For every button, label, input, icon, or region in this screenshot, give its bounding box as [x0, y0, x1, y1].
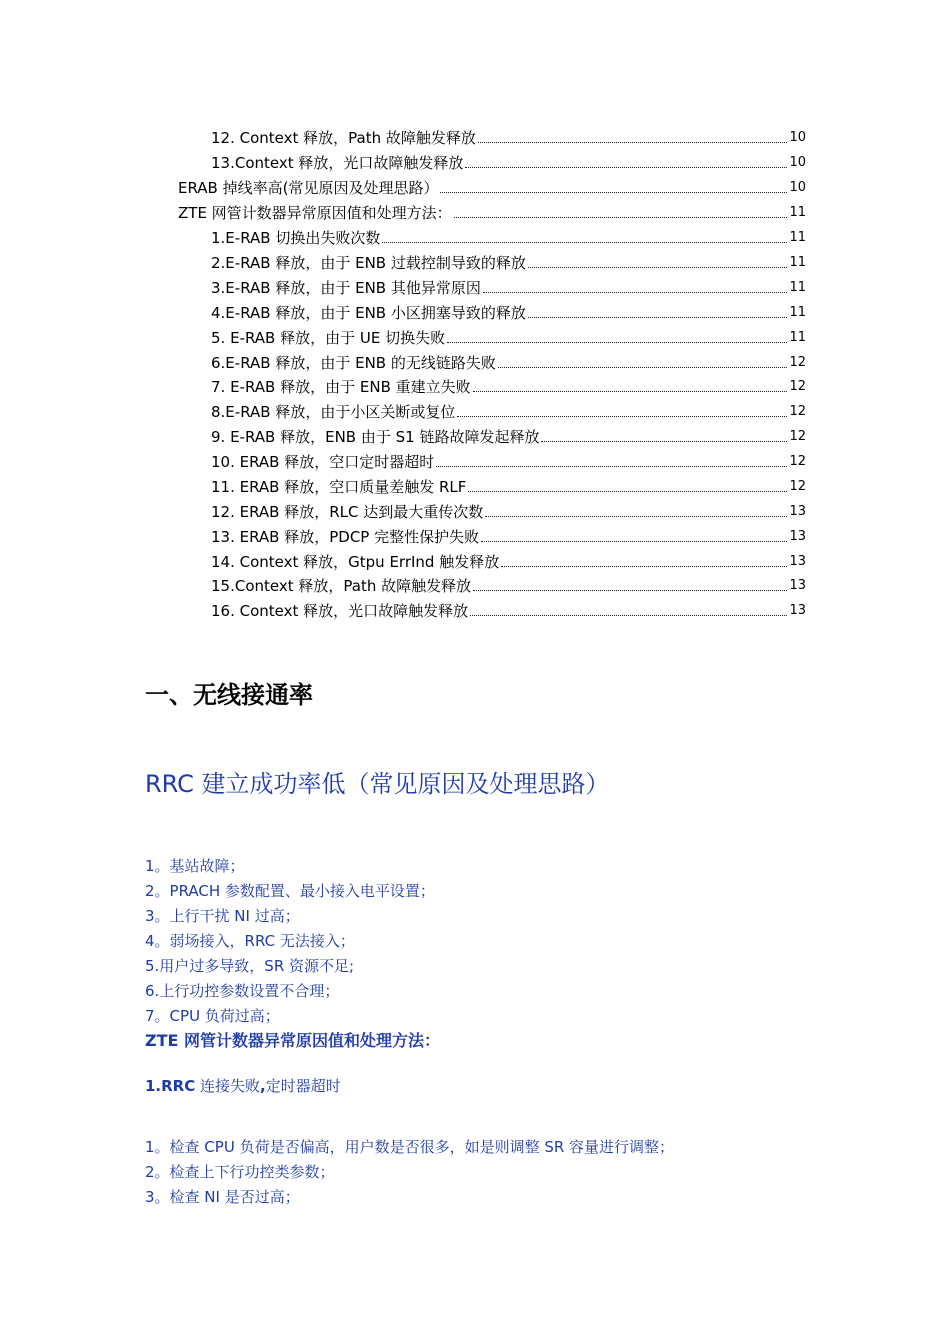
toc-entry[interactable]	[211, 151, 806, 173]
toc-entry[interactable]	[211, 226, 806, 248]
toc-entry-text: ZTE 网管计数器异常原因值和处理方法：	[178, 204, 452, 222]
toc-entry[interactable]	[211, 425, 806, 447]
list-item: 6.上行功控参数设置不合理；	[145, 982, 340, 1000]
toc-page-number: 12	[789, 479, 806, 494]
toc-page-number: 13	[789, 529, 806, 544]
toc-entry-text: 7. E-RAB 释放，由于 ENB 重建立失败	[211, 378, 471, 396]
toc-entry[interactable]	[211, 550, 806, 572]
toc-entry-text: 2.E-RAB 释放，由于 ENB 过载控制导致的释放	[211, 254, 526, 272]
toc-entry-text: 1.E-RAB 切换出失败次数	[211, 229, 381, 247]
toc-entry-text: 12. ERAB 释放，RLC 达到最大重传次数	[211, 503, 484, 521]
list-item: 1。检查 CPU 负荷是否偏高，用户数是否很多，如是则调整 SR 容量进行调整；	[145, 1138, 675, 1156]
toc-page-number: 11	[789, 255, 806, 270]
toc-entry[interactable]	[211, 301, 806, 323]
toc-entry-text: 10. ERAB 释放，空口定时器超时	[211, 453, 435, 471]
list-item: 7。CPU 负荷过高；	[145, 1007, 280, 1025]
toc-page-number: 10	[789, 155, 806, 170]
counter-item-comma: ,	[260, 1077, 266, 1095]
toc-entry[interactable]	[178, 176, 806, 198]
list-item: 2。检查上下行功控类参数；	[145, 1163, 335, 1181]
toc-entry-text: 15.Context 释放，Path 故障触发释放	[211, 577, 472, 595]
toc-entry-text: 13.Context 释放，光口故障触发释放	[211, 154, 464, 172]
list-item: 3。上行干扰 NI 过高；	[145, 907, 300, 925]
toc-page-number: 11	[789, 205, 806, 220]
toc-entry-text: 5. E-RAB 释放，由于 UE 切换失败	[211, 329, 446, 347]
toc-entry-text: 9. E-RAB 释放，ENB 由于 S1 链路故障发起释放	[211, 428, 540, 446]
toc-entry[interactable]	[211, 326, 806, 348]
toc-entry-text: 13. ERAB 释放，PDCP 完整性保护失败	[211, 528, 480, 546]
toc-page-number: 11	[789, 330, 806, 345]
toc-leader-dots	[473, 391, 788, 392]
toc-entry-text: 3.E-RAB 释放，由于 ENB 其他异常原因	[211, 279, 481, 297]
subsection-heading: RRC 建立成功率低（常见原因及处理思路）	[145, 770, 610, 798]
toc-page-number: 13	[789, 603, 806, 618]
toc-leader-dots	[447, 342, 787, 343]
toc-leader-dots	[483, 292, 788, 293]
counter-item-mid: 连接失败	[195, 1077, 261, 1095]
toc-leader-dots	[468, 491, 787, 492]
toc-leader-dots	[498, 367, 788, 368]
section-heading: 一、无线接通率	[145, 681, 313, 709]
toc-leader-dots	[382, 242, 787, 243]
list-item: 2。PRACH 参数配置、最小接入电平设置；	[145, 882, 435, 900]
toc-leader-dots	[436, 466, 787, 467]
toc-page-number: 12	[789, 429, 806, 444]
toc-entry[interactable]	[211, 251, 806, 273]
toc-leader-dots	[470, 615, 787, 616]
toc-page-number: 10	[789, 130, 806, 145]
toc-entry[interactable]	[211, 525, 806, 547]
counter-item-heading	[145, 1075, 341, 1097]
toc-leader-dots	[501, 566, 787, 567]
toc-page-number: 11	[789, 230, 806, 245]
toc-entry[interactable]	[211, 475, 806, 497]
toc-entry-text: 12. Context 释放，Path 故障触发释放	[211, 129, 476, 147]
toc-entry-text: 16. Context 释放，光口故障触发释放	[211, 602, 469, 620]
toc-entry[interactable]	[211, 500, 806, 522]
counter-item-suffix: 定时器超时	[265, 1077, 341, 1095]
toc-entry[interactable]	[211, 276, 806, 298]
toc-leader-dots	[481, 541, 787, 542]
toc-page-number: 12	[789, 454, 806, 469]
toc-entry-text: ERAB 掉线率高(常见原因及处理思路）	[178, 179, 439, 197]
toc-page-number: 13	[789, 504, 806, 519]
toc-leader-dots	[473, 590, 787, 591]
toc-leader-dots	[440, 192, 787, 193]
toc-entry-text: 4.E-RAB 释放，由于 ENB 小区拥塞导致的释放	[211, 304, 526, 322]
toc-page-number: 12	[789, 404, 806, 419]
toc-page-number: 11	[789, 305, 806, 320]
toc-leader-dots	[457, 416, 787, 417]
list-item: 1。基站故障；	[145, 857, 245, 875]
toc-page-number: 13	[789, 578, 806, 593]
toc-page-number: 12	[789, 355, 806, 370]
toc-entry[interactable]	[211, 450, 806, 472]
toc-leader-dots	[528, 267, 788, 268]
toc-entry-text: 8.E-RAB 释放，由于小区关断或复位	[211, 403, 456, 421]
toc-leader-dots	[478, 142, 788, 143]
toc-entry-text: 11. ERAB 释放，空口质量差触发 RLF	[211, 478, 467, 496]
toc-leader-dots	[528, 317, 788, 318]
toc-page-number: 13	[789, 554, 806, 569]
toc-page-number: 10	[789, 180, 806, 195]
zte-counter-heading: ZTE 网管计数器异常原因值和处理方法：	[145, 1031, 441, 1050]
toc-entry-text: 6.E-RAB 释放，由于 ENB 的无线链路失败	[211, 354, 496, 372]
toc-entry[interactable]	[211, 574, 806, 596]
counter-item-prefix: 1.RRC	[145, 1077, 196, 1095]
toc-leader-dots	[465, 167, 787, 168]
toc-leader-dots	[541, 441, 787, 442]
toc-page-number: 12	[789, 379, 806, 394]
toc-entry-text: 14. Context 释放，Gtpu ErrInd 触发释放	[211, 553, 500, 571]
list-item: 3。检查 NI 是否过高；	[145, 1188, 300, 1206]
toc-leader-dots	[485, 516, 787, 517]
toc-entry[interactable]	[211, 400, 806, 422]
toc-page-number: 11	[789, 280, 806, 295]
toc-leader-dots	[454, 217, 788, 218]
list-item: 4。弱场接入，RRC 无法接入；	[145, 932, 355, 950]
toc-entry[interactable]	[211, 351, 806, 373]
toc-entry[interactable]	[211, 375, 806, 397]
toc-entry[interactable]	[211, 599, 806, 621]
toc-entry[interactable]	[211, 126, 806, 148]
toc-entry[interactable]	[178, 201, 806, 223]
list-item: 5.用户过多导致，SR 资源不足;	[145, 957, 355, 975]
